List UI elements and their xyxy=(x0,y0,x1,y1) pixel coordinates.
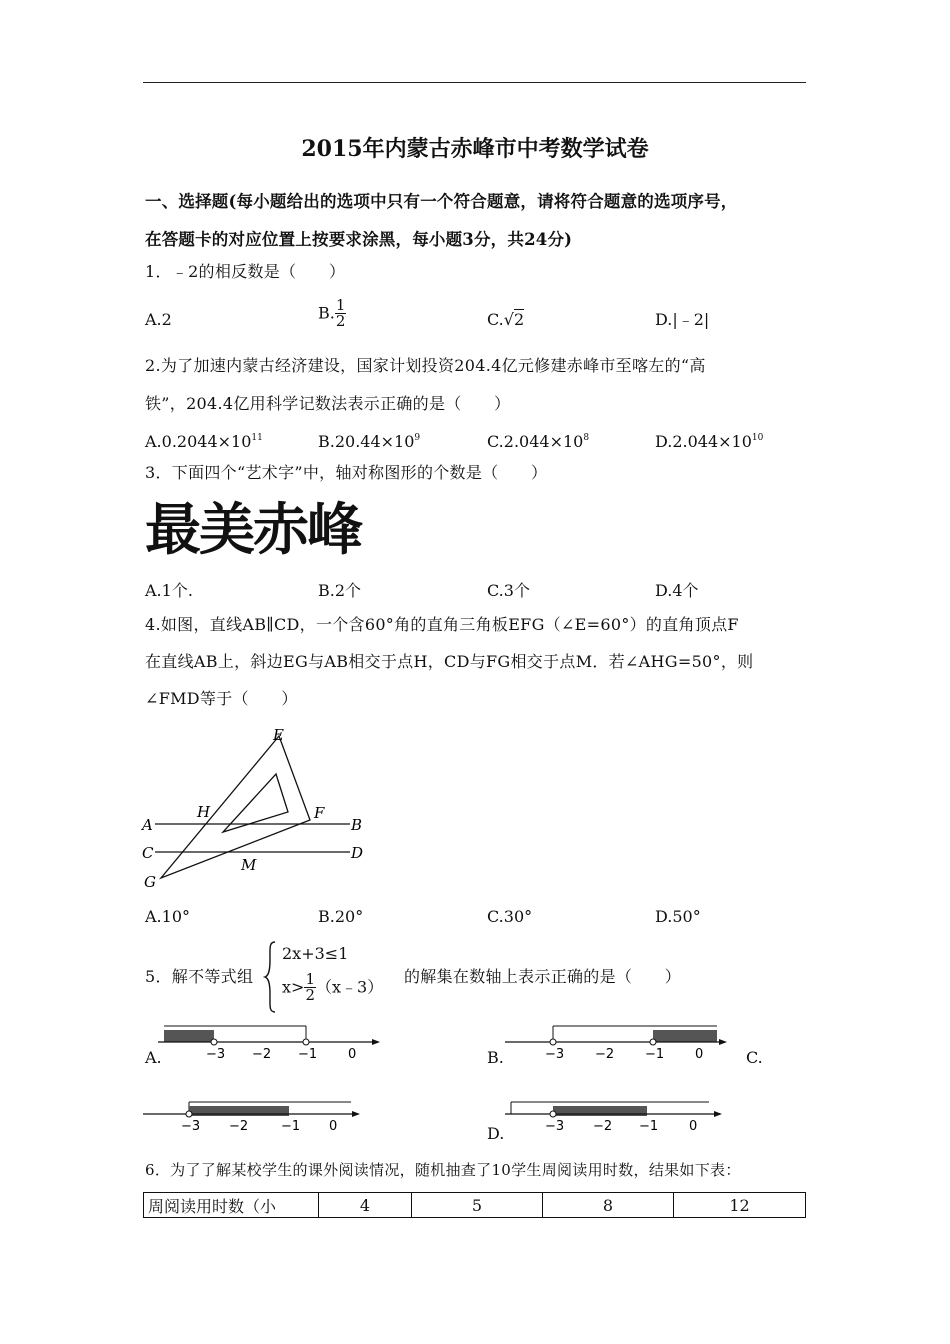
tick-label: 0 xyxy=(329,1119,338,1134)
tick-label: −1 xyxy=(645,1047,665,1062)
q1-stem: 1．﹣2的相反数是（ ） xyxy=(145,262,346,281)
label-a: A xyxy=(142,816,153,834)
table-cell: 5 xyxy=(412,1193,543,1218)
q5-inequality-1: 2x+3≤1 xyxy=(282,944,349,963)
q1-option-d: D.|﹣2| xyxy=(655,310,710,329)
label-f: F xyxy=(314,804,325,822)
tick-label: −1 xyxy=(281,1119,301,1134)
q5-prefix: 5．解不等式组 xyxy=(145,967,254,986)
q1-option-b: B. $\frac{1}{2}$ xyxy=(318,296,346,330)
tick-label: −2 xyxy=(595,1047,615,1062)
tick-label: −3 xyxy=(545,1047,565,1062)
q2-option-c: $C.2.044\times 10^8$ xyxy=(487,432,590,451)
q4-option-a: A.10° xyxy=(145,907,190,926)
q6-stem: 6．为了了解某校学生的课外阅读情况，随机抽查了10学生周阅读用时数，结果如下表： xyxy=(145,1161,741,1179)
q4-option-c: C.30° xyxy=(487,907,533,926)
q3-option-b: B.2个 xyxy=(318,581,362,600)
q4-geometry-figure xyxy=(135,722,375,892)
q3-option-c: C.3个 xyxy=(487,581,530,600)
q1-option-c: C.√2 xyxy=(487,310,525,329)
q5-option-d-label: D. xyxy=(487,1124,505,1143)
label-g: G xyxy=(144,873,156,891)
q4-stem-line1: 4.如图，直线AB∥CD，一个含60°角的直角三角板EFG（∠E=60°）的直角顶点F xyxy=(145,615,739,634)
art-characters: 最美赤峰 xyxy=(145,498,361,563)
q2-option-d: $D.2.044\times 10^{10}$ xyxy=(655,432,764,451)
triangle-efg xyxy=(161,736,310,878)
tick-label: 0 xyxy=(348,1047,357,1062)
tick-label: −1 xyxy=(639,1119,659,1134)
q3-stem: 3．下面四个“艺术字”中，轴对称图形的个数是（ ） xyxy=(145,463,548,482)
q2-stem-line2: 铁”，204.4亿用科学记数法表示正确的是（ ） xyxy=(145,394,511,413)
tick-label: −2 xyxy=(593,1119,613,1134)
inner-triangle xyxy=(223,774,288,832)
q1-option-a: A.2 xyxy=(145,310,172,329)
q3-option-d: D.4个 xyxy=(655,581,699,600)
tick-label: −3 xyxy=(545,1119,565,1134)
tick-label: −1 xyxy=(298,1047,318,1062)
table-header-cell: 周阅读用时数（小 xyxy=(144,1193,319,1218)
table-cell: 8 xyxy=(543,1193,674,1218)
table-cell: 12 xyxy=(674,1193,806,1218)
table-row xyxy=(144,1193,806,1218)
tick-label: −2 xyxy=(229,1119,249,1134)
q3-option-a: A.1个. xyxy=(145,581,193,600)
brace-icon xyxy=(263,940,277,1014)
section-heading-line2: 在答题卡的对应位置上按要求涂黑，每小题3分，共24分) xyxy=(145,230,573,249)
tick-label: 0 xyxy=(689,1119,698,1134)
label-c: C xyxy=(142,844,154,862)
q4-option-d: D.50° xyxy=(655,907,701,926)
sqrt-icon: √ xyxy=(503,310,514,329)
number-line-d xyxy=(505,1096,735,1138)
tick-label: −2 xyxy=(252,1047,272,1062)
q4-stem-line3: ∠FMD等于（ ） xyxy=(145,689,298,708)
q5-inequality-2: x> $\frac{1}{2}$ （x﹣3） xyxy=(282,970,384,1004)
tick-label: −3 xyxy=(181,1119,201,1134)
number-line-b xyxy=(505,1020,735,1062)
page-title: 2015年内蒙古赤峰市中考数学试卷 xyxy=(301,136,649,162)
q5-suffix: 的解集在数轴上表示正确的是（ ） xyxy=(404,967,682,986)
q5-option-c-label: C. xyxy=(746,1048,763,1067)
q2-option-b: $B.20.44\times 10^9$ xyxy=(318,432,421,451)
label-e: E xyxy=(273,726,284,744)
q5-option-b-label: B. xyxy=(487,1048,504,1067)
section-heading-line1: 一、选择题(每小题给出的选项中只有一个符合题意，请将符合题意的选项序号， xyxy=(145,192,738,211)
q4-stem-line2: 在直线AB上，斜边EG与AB相交于点H，CD与FG相交于点M．若∠AHG=50°，则 xyxy=(145,652,754,671)
q6-table xyxy=(143,1192,806,1218)
tick-label: 0 xyxy=(695,1047,704,1062)
q4-option-b: B.20° xyxy=(318,907,364,926)
tick-label: −3 xyxy=(206,1047,226,1062)
table-cell: 4 xyxy=(319,1193,412,1218)
label-d: D xyxy=(351,844,364,862)
number-line-a xyxy=(158,1020,388,1062)
label-b: B xyxy=(351,816,363,834)
q2-stem-line1: 2.为了加速内蒙古经济建设，国家计划投资204.4亿元修建赤峰市至喀左的“高 xyxy=(145,356,706,375)
label-m: M xyxy=(241,856,257,874)
number-line-c xyxy=(143,1096,373,1138)
top-rule xyxy=(143,82,806,83)
q2-option-a: $A.0.2044\times 10^{11}$ xyxy=(145,432,263,451)
q5-option-a-label: A. xyxy=(145,1048,162,1067)
label-h: H xyxy=(197,803,211,821)
